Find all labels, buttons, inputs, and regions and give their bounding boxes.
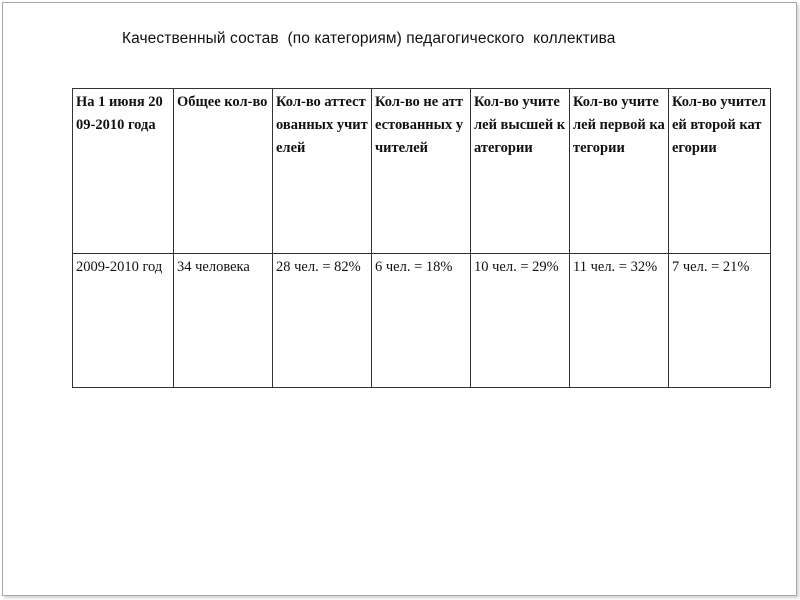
cell-highest-category: 10 чел. = 29%	[471, 254, 570, 388]
cell-second-category: 7 чел. = 21%	[669, 254, 771, 388]
header-not-certified: Кол-во не аттестованных учителей	[372, 89, 471, 254]
cell-total: 34 человека	[174, 254, 273, 388]
cell-certified: 28 чел. = 82%	[273, 254, 372, 388]
header-first-category: Кол-во учителей первой категории	[570, 89, 669, 254]
staff-category-table	[72, 88, 771, 388]
table-row	[73, 254, 771, 388]
cell-first-category: 11 чел. = 32%	[570, 254, 669, 388]
header-total: Общее кол-во	[174, 89, 273, 254]
page-title: Качественный состав (по категориям) педагогического коллектива	[122, 30, 616, 47]
header-second-category: Кол-во учителей второй категории	[669, 89, 771, 254]
table-header-row	[73, 89, 771, 254]
header-highest-category: Кол-во учителей высшей категории	[471, 89, 570, 254]
header-certified: Кол-во аттестованных учителей	[273, 89, 372, 254]
cell-year: 2009-2010 год	[73, 254, 174, 388]
header-date: На 1 июня 2009-2010 года	[73, 89, 174, 254]
cell-not-certified: 6 чел. = 18%	[372, 254, 471, 388]
